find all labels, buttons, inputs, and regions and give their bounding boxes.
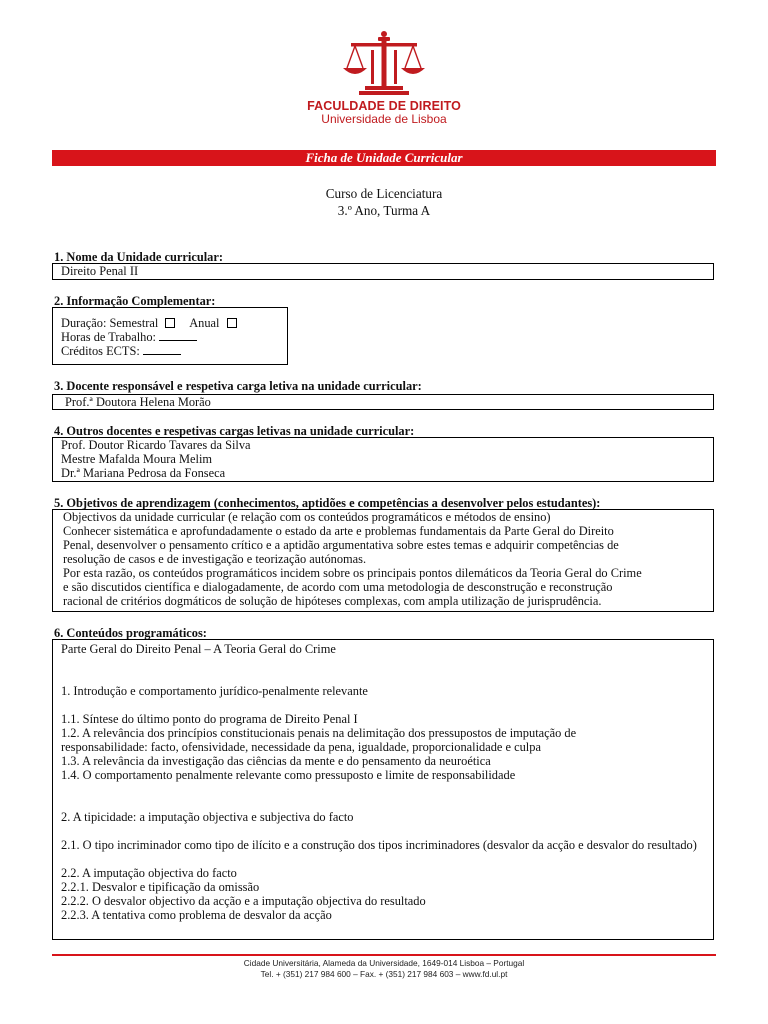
hours-label: Horas de Trabalho: xyxy=(61,330,156,344)
section-6-title: 6. Conteúdos programáticos: xyxy=(54,626,207,640)
syllabus-item: 1.2. A relevância dos princípios constitucionais penais na delimitação dos pressupostos de imputação de xyxy=(61,726,577,740)
faculty-logo xyxy=(300,28,468,128)
teacher-item: Dr.ª Mariana Pedrosa da Fonseca xyxy=(61,466,226,480)
university-name: Universidade de Lisboa xyxy=(321,112,447,126)
footer-divider xyxy=(52,954,716,956)
syllabus-part-1-title: 1. Introdução e comportamento jurídico-penalmente relevante xyxy=(61,684,368,698)
section-1-box xyxy=(52,263,714,280)
section-2-box xyxy=(52,307,288,365)
section-6-box xyxy=(52,639,714,940)
syllabus-item: 1.4. O comportamento penalmente relevante como pressuposto e limite de responsabilidade xyxy=(61,768,516,782)
section-4-box xyxy=(52,437,714,482)
document-title-banner: Ficha de Unidade Curricular xyxy=(52,150,716,166)
hours-blank-field[interactable] xyxy=(159,330,197,341)
duration-row xyxy=(61,316,287,330)
scales-of-justice-icon xyxy=(341,28,427,98)
section-4-title: 4. Outros docentes e respetivas cargas letivas na unidade curricular: xyxy=(54,424,415,438)
footer-address: Cidade Universitária, Alameda da Universidade, 1649-014 Lisboa – Portugal xyxy=(243,958,525,968)
course-unit-name: Direito Penal II xyxy=(61,264,139,278)
course-name: Curso de Licenciatura xyxy=(325,186,443,201)
course-info xyxy=(52,185,716,219)
faculty-name: FACULDADE DE DIREITO xyxy=(307,99,461,113)
semestral-checkbox[interactable] xyxy=(165,318,175,328)
objectives-line: Objectivos da unidade curricular (e relação com os conteúdos programáticos e métodos de ensino) xyxy=(63,510,551,524)
syllabus-item: 1.3. A relevância da investigação das ciências da mente e do pensamento da neuroética xyxy=(61,754,491,768)
anual-checkbox[interactable] xyxy=(227,318,237,328)
section-1-title: 1. Nome da Unidade curricular: xyxy=(54,250,223,264)
duration-label: Duração: Semestral xyxy=(61,316,159,330)
syllabus-item: 2.2.2. O desvalor objectivo da acção e a imputação objectiva do resultado xyxy=(61,894,426,908)
footer xyxy=(52,958,716,980)
syllabus-item: responsabilidade: facto, ofensividade, necessidade da pena, igualdade, proporcionalidade e culpa xyxy=(61,740,541,754)
syllabus-item: 2.1. O tipo incriminador como tipo de ilícito e a construção dos tipos incriminadores (desvalor da acção e desvalor do resultado) xyxy=(61,838,697,852)
section-5-title: 5. Objetivos de aprendizagem (conhecimentos, aptidões e competências a desenvolver pelos estudantes): xyxy=(54,496,601,510)
section-3-title: 3. Docente responsável e respetiva carga letiva na unidade curricular: xyxy=(54,379,422,393)
syllabus-part-2-title: 2. A tipicidade: a imputação objectiva e subjectiva do facto xyxy=(61,810,354,824)
section-3-box xyxy=(52,394,714,410)
syllabus-heading: Parte Geral do Direito Penal – A Teoria Geral do Crime xyxy=(61,642,336,656)
objectives-line: Conhecer sistemática e aprofundadamente o estado da arte e problemas fundamentais da Parte Geral do Direito xyxy=(63,524,614,538)
hours-row xyxy=(61,330,287,344)
ects-blank-field[interactable] xyxy=(143,344,181,355)
syllabus-item: 2.2.3. A tentativa como problema de desvalor da acção xyxy=(61,908,332,922)
objectives-line: Penal, desenvolver o pensamento crítico e a aptidão argumentativa sobre estes temas e adquirir competências de xyxy=(63,538,619,552)
objectives-line: resolução de casos e de investigação e teorização autónomas. xyxy=(63,552,367,566)
syllabus-item: 1.1. Síntese do último ponto do programa de Direito Penal I xyxy=(61,712,358,726)
footer-contacts: Tel. + (351) 217 984 600 – Fax. + (351) 217 984 603 – www.fd.ul.pt xyxy=(260,969,508,979)
ects-row xyxy=(61,344,287,358)
objectives-line: Por esta razão, os conteúdos programáticos incidem sobre os principais pontos dilemáticos da Teoria Geral do Crime xyxy=(63,566,642,580)
responsible-teacher: Prof.ª Doutora Helena Morão xyxy=(65,395,211,409)
anual-label: Anual xyxy=(189,316,220,330)
ects-label: Créditos ECTS: xyxy=(61,344,140,358)
objectives-line: e são discutidos científica e dialogadamente, de acordo com uma metodologia de desconstrução e reconstrução xyxy=(63,580,613,594)
teacher-item: Prof. Doutor Ricardo Tavares da Silva xyxy=(61,438,251,452)
syllabus-item: 2.2.1. Desvalor e tipificação da omissão xyxy=(61,880,260,894)
teacher-item: Mestre Mafalda Moura Melim xyxy=(61,452,213,466)
course-year-class: 3.º Ano, Turma A xyxy=(337,203,431,218)
section-2-title: 2. Informação Complementar: xyxy=(54,294,216,308)
section-5-box xyxy=(52,509,714,612)
objectives-line: racional de critérios dogmáticos de solução de hipóteses complexas, com ampla utilização de jurisprudência. xyxy=(63,594,602,608)
syllabus-item: 2.2. A imputação objectiva do facto xyxy=(61,866,237,880)
